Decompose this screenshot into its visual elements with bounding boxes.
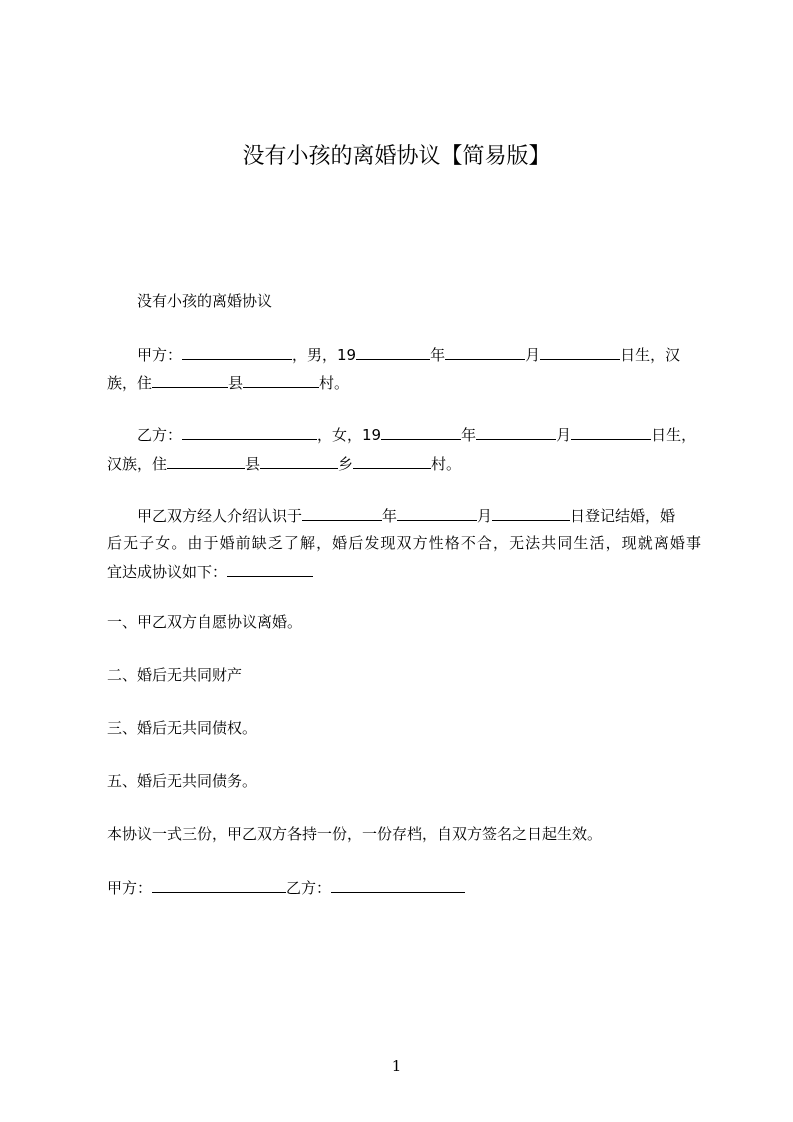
- year-label: 年: [382, 507, 398, 525]
- signature-party-a-label: 甲方：: [107, 879, 153, 897]
- document-subtitle: 没有小孩的离婚协议: [137, 292, 273, 310]
- party-b-residence-label: 汉族，住: [107, 455, 168, 473]
- intro-line-2: 后无子女。由于婚前缺乏了解，婚后发现双方性格不合，无法共同生活，现就离婚事: [107, 534, 701, 552]
- intro-trailing-blank: [227, 559, 313, 577]
- closing-statement: 本协议一式三份，甲乙双方各持一份，一份存档，自双方签名之日起生效。: [107, 825, 603, 843]
- party-a-county-blank: [152, 370, 228, 388]
- village-label: 村。: [319, 374, 350, 392]
- party-b-name-blank: [182, 422, 317, 440]
- party-a-name-blank: [182, 342, 292, 360]
- party-b-birth-year-blank: [381, 422, 461, 440]
- party-b-birth-day-blank: [571, 422, 651, 440]
- intro-text-start: 甲乙双方经人介绍认识于: [137, 507, 303, 525]
- marriage-month-blank: [397, 503, 477, 521]
- clause-5: 五、婚后无共同债务。: [107, 772, 258, 790]
- signature-party-b-label: 乙方：: [286, 879, 332, 897]
- party-b-village-blank: [353, 451, 431, 469]
- party-a-birth-day-blank: [540, 342, 620, 360]
- intro-line-3-text: 宜达成协议如下：: [107, 563, 228, 581]
- month-label: 月: [525, 346, 541, 364]
- party-a-birth-month-blank: [445, 342, 525, 360]
- clause-1: 一、甲乙双方自愿协议离婚。: [107, 613, 303, 631]
- clause-3: 三、婚后无共同债权。: [107, 719, 258, 737]
- signature-party-a-blank: [152, 875, 286, 893]
- party-b-birth-month-blank: [476, 422, 556, 440]
- signature-line: [107, 875, 465, 900]
- party-a-gender: ，男，19: [292, 346, 357, 364]
- document-title: 没有小孩的离婚协议【简易版】: [242, 144, 551, 169]
- party-b-township-blank: [260, 451, 338, 469]
- year-label: 年: [430, 346, 446, 364]
- month-label: 月: [477, 507, 493, 525]
- clause-2: 二、婚后无共同财产: [107, 666, 243, 684]
- signature-party-b-blank: [331, 875, 465, 893]
- township-label: 乡: [338, 455, 354, 473]
- party-b-label: 乙方：: [137, 426, 183, 444]
- party-b-county-blank: [167, 451, 245, 469]
- marriage-day-blank: [492, 503, 570, 521]
- month-label: 月: [556, 426, 572, 444]
- intro-line-1: [137, 503, 675, 528]
- county-label: 县: [245, 455, 261, 473]
- year-label: 年: [461, 426, 477, 444]
- party-a-residence-label: 族，住: [107, 374, 153, 392]
- party-b-line-2: [107, 451, 461, 476]
- party-b-line-1: [137, 422, 696, 447]
- party-a-label: 甲方：: [137, 346, 183, 364]
- party-a-line-2: [107, 370, 349, 395]
- county-label: 县: [228, 374, 244, 392]
- party-b-gender: ，女，19: [317, 426, 382, 444]
- party-a-birth-tail: 日生，汉: [620, 346, 681, 364]
- page-number: 1: [391, 1057, 402, 1075]
- intro-line-3: [107, 559, 313, 584]
- village-label: 村。: [431, 455, 462, 473]
- party-a-line-1: [137, 342, 680, 367]
- party-a-village-blank: [243, 370, 319, 388]
- party-b-birth-tail: 日生，: [651, 426, 697, 444]
- party-a-birth-year-blank: [356, 342, 430, 360]
- marriage-year-blank: [302, 503, 382, 521]
- intro-line-1-tail: 日登记结婚，婚: [570, 507, 676, 525]
